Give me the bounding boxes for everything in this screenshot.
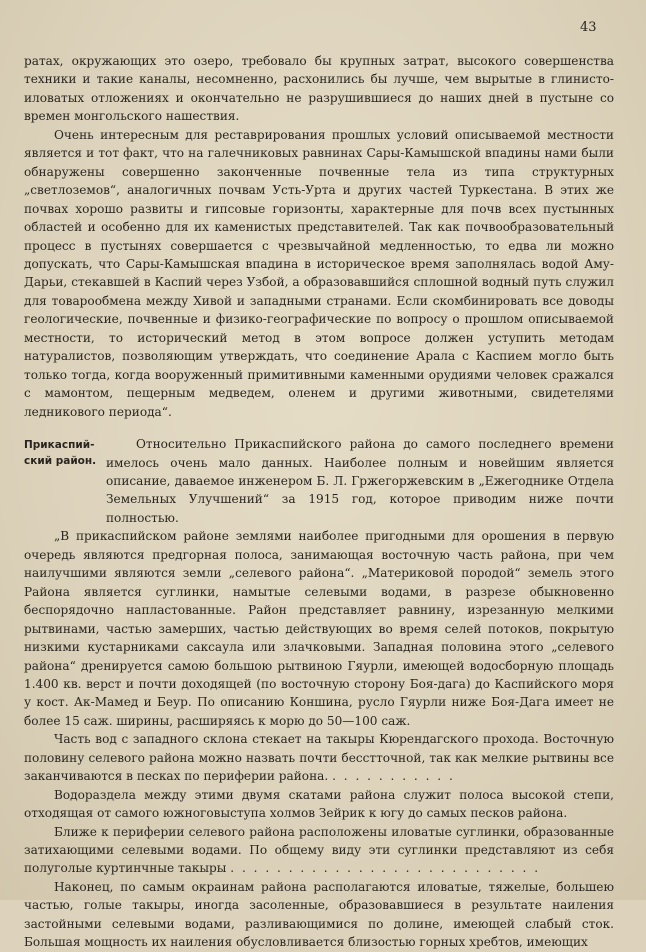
paragraph-outskirts: Наконец, по самым окраинам района располагаются иловатые, тяжелые, большею частью, голые такыры, иногда засоленные, образовавшиеся в результате наиления застойными селевыми водами, разливающимися по долине, имеющей слабый сток. Большая мощность их наиления обусловливается близостью горных хребтов, имеющих: [24, 879, 614, 950]
paragraph-restoration: Очень интересным для реставрирования прошлых условий описываемой местности является и тот факт, что на галечниковых равнинах Сары-Камышской впадины нами были обнаружены совершенно законченные почвенные тела из типа структурных „светлоземов“, аналогичных почвам Усть-Урта и других частей Туркестана. В этих же почвах хорошо развиты и гипсовые горизонты, характерные для почв всех пустынных областей и особенно для их каменистых представителей. Так как почвообразовательный процесс в пустынях совершается с чрезвычайной медленностью, то едва ли можно допускать, что Сары-Камышская впадина в историческое время заполнялась водой Аму-Дарьи, стекавшей в Каспий через Узбой, а образовавшийся сплошной водный путь служил для товарообмена между Хивой и западными странами. Если скомбинировать все доводы геологические, почвенные и физико-географические по вопросу о прошлом описываемой местности, то исторический метод в этом вопросе должен уступить методам натуралистов, позволяющим утверждать, что соединение Арала с Каспием могло быть только тогда, когда вооруженный примитивными каменными орудиями человек сражался с мамонтом, пещерным медведем, оленем и другими животными, свидетелями ледникового периода“.: [24, 127, 614, 419]
paragraph-text: Часть вод с западного склона стекает на такыры Кюрендагского прохода. Восточную половину селевого района можно назвать почти бесстточной, так как мелкие рытвины все заканчиваются в песках по периферии района.: [24, 732, 614, 784]
section-intro-wrap: [106, 435, 614, 527]
margin-note: Прикаспий-ский район.: [24, 439, 97, 468]
paragraph-watershed: [24, 786, 614, 823]
paragraph-continued: ратах, окружающих это озеро, требовало бы крупных затрат, высокого совершенства техники и такие каналы, несомненно, расхонились бы лучше, чем вырытые в глинисто-иловатых отложениях и окончательно не разрушившиеся до наших дней в пустыне со времен монгольского нашествия.: [24, 54, 614, 124]
paragraph-text: Ближе к периферии селевого района расположены иловатые суглинки, образованные затихающими селевыми водами. По общему виду эти суглинки представляют из себя полуголые куртинчные такыры: [24, 824, 614, 876]
section-caspian-region: [24, 435, 614, 527]
section-intro: Относительно Прикаспийского района до самого последнего времени имелось очень мало данных. Наиболее полным и новейшим является описание, даваемое инженером Б. Л. Гржегоржевским в „Ежегоднике Отдела Земельных Улучшений“ за 1915 год, которое приводим ниже почти полностью.: [106, 437, 614, 525]
dot-leader: . . . . . . . . . . . . . . . . . . . . . . . . . . .: [230, 861, 541, 876]
page-number: 43: [580, 20, 597, 35]
body-text: [24, 52, 614, 952]
quoted-paragraph: „В прикаспийском районе землями наиболее пригодными для орошения в первую очередь являются предгорная полоса, занимающая восточную часть района, при чем наилучшими являются земли „селевого района“. „Материковой породой“ земель этого Района является суглинки, намытые селевыми водами, в разрезе обыкновенно беспорядочно напластованные. Район представляет равнину, изрезанную мелкими рытвинами, частью замерших, частью действующих во время селей потоков, покрытую низкими кустарниками саксаула или злачковыми. Западная половина этого „селевого района“ дренируется самою большою рытвиною Гяурли, имеющей водосборную площадь 1.400 кв. верст и почти доходящей (по восточную сторону Боя-дага) до Каспийского моря у кост. Ак-Мамед и Беур. По описанию Коншина, русло Гяурли ниже Боя-Дага имеет не более 15 саж. ширины, расширяясь к морю до 50—100 саж.: [24, 529, 614, 728]
paragraph-text: Водораздела между этими двумя скатами района служит полоса высокой степи, отходящая от самого южноговыступа холмов Зейрик к югу до самых песков района.: [24, 787, 614, 821]
paragraph-western-slope: [24, 730, 614, 785]
dot-leader: . . . . . . . . . . .: [332, 769, 455, 784]
paragraph-periphery: [24, 823, 614, 878]
